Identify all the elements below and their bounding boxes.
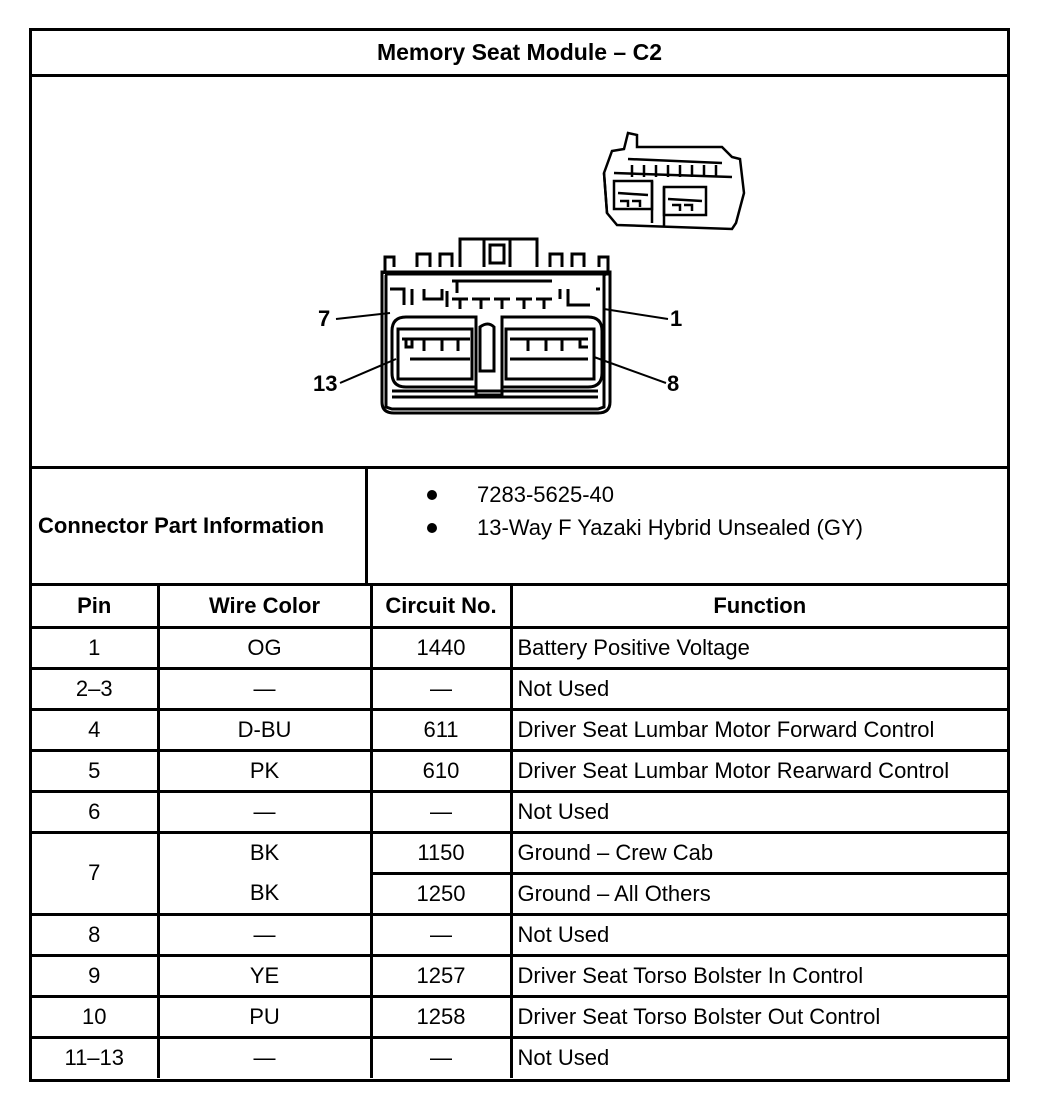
table-row xyxy=(32,668,1007,709)
table-row xyxy=(32,791,1007,832)
table-row xyxy=(32,1037,1007,1078)
header-function: Function xyxy=(511,586,1007,627)
pin-cell: 7 xyxy=(32,832,158,914)
header-pin: Pin xyxy=(32,586,158,627)
header-wire-color: Wire Color xyxy=(158,586,371,627)
part-number: 7283-5625-40 xyxy=(477,482,615,507)
function-cell: Not Used xyxy=(511,1037,1007,1078)
table-row xyxy=(32,627,1007,668)
pin-cell: 6 xyxy=(32,791,158,832)
wire-color-cell: D-BU xyxy=(158,709,371,750)
wire-color-cell: BK xyxy=(158,873,371,914)
table-row xyxy=(32,914,1007,955)
circuit-cell: 1257 xyxy=(371,955,511,996)
function-cell: Driver Seat Lumbar Motor Forward Control xyxy=(511,709,1007,750)
pin-cell: 2–3 xyxy=(32,668,158,709)
table-row xyxy=(32,832,1007,873)
wire-color-cell: OG xyxy=(158,627,371,668)
circuit-cell: 1440 xyxy=(371,627,511,668)
wire-color-cell: BK xyxy=(158,832,371,873)
function-cell: Not Used xyxy=(511,914,1007,955)
pin-cell: 10 xyxy=(32,996,158,1037)
header-circuit: Circuit No. xyxy=(371,586,511,627)
table-row xyxy=(32,709,1007,750)
connector-iso-icon xyxy=(604,133,744,229)
circuit-cell: 611 xyxy=(371,709,511,750)
pin-1-leader xyxy=(604,309,668,319)
table-row xyxy=(32,955,1007,996)
circuit-cell: — xyxy=(371,1037,511,1078)
function-cell: Ground – All Others xyxy=(511,873,1007,914)
function-cell: Ground – Crew Cab xyxy=(511,832,1007,873)
pin-cell: 5 xyxy=(32,750,158,791)
circuit-cell: 1250 xyxy=(371,873,511,914)
connector-info-label: Connector Part Information xyxy=(32,469,368,583)
circuit-cell: — xyxy=(371,914,511,955)
pin-cell: 9 xyxy=(32,955,158,996)
pin-cell: 4 xyxy=(32,709,158,750)
pin-1-callout: 1 xyxy=(670,306,683,331)
list-item xyxy=(371,480,1007,510)
pin-13-leader xyxy=(340,359,396,383)
circuit-cell: — xyxy=(371,668,511,709)
wire-color-cell: PU xyxy=(158,996,371,1037)
function-cell: Driver Seat Torso Bolster In Control xyxy=(511,955,1007,996)
pin-cell: 1 xyxy=(32,627,158,668)
bullet-icon xyxy=(427,490,437,500)
circuit-cell: 1258 xyxy=(371,996,511,1037)
bullet-icon xyxy=(427,523,437,533)
wire-color-cell: — xyxy=(158,791,371,832)
list-item xyxy=(371,513,1007,543)
connector-sheet xyxy=(29,28,1010,1082)
function-cell: Driver Seat Torso Bolster Out Control xyxy=(511,996,1007,1037)
pin-cell: 8 xyxy=(32,914,158,955)
table-row xyxy=(32,750,1007,791)
function-cell: Battery Positive Voltage xyxy=(511,627,1007,668)
function-cell: Not Used xyxy=(511,668,1007,709)
pinout-table xyxy=(32,586,1007,1078)
connector-drawing xyxy=(32,77,1007,466)
table-header-row xyxy=(32,586,1007,627)
circuit-cell: 610 xyxy=(371,750,511,791)
pin-7-callout: 7 xyxy=(318,306,331,331)
pin-13-callout: 13 xyxy=(313,371,338,396)
connector-part-info xyxy=(32,469,1007,586)
wire-color-cell: — xyxy=(158,668,371,709)
function-cell: Not Used xyxy=(511,791,1007,832)
wire-color-cell: — xyxy=(158,914,371,955)
wire-color-cell: YE xyxy=(158,955,371,996)
connector-diagram xyxy=(32,77,1007,469)
wire-color-cell: PK xyxy=(158,750,371,791)
page-title: Memory Seat Module – C2 xyxy=(32,31,1007,77)
circuit-cell: 1150 xyxy=(371,832,511,873)
wire-color-cell: — xyxy=(158,1037,371,1078)
function-cell: Driver Seat Lumbar Motor Rearward Control xyxy=(511,750,1007,791)
circuit-cell: — xyxy=(371,791,511,832)
connector-face xyxy=(382,239,610,413)
pin-8-callout: 8 xyxy=(667,371,680,396)
connector-description: 13-Way F Yazaki Hybrid Unsealed (GY) xyxy=(477,515,863,540)
table-row xyxy=(32,996,1007,1037)
table-row xyxy=(32,873,1007,914)
pin-cell: 11–13 xyxy=(32,1037,158,1078)
connector-info-list xyxy=(371,469,1007,583)
